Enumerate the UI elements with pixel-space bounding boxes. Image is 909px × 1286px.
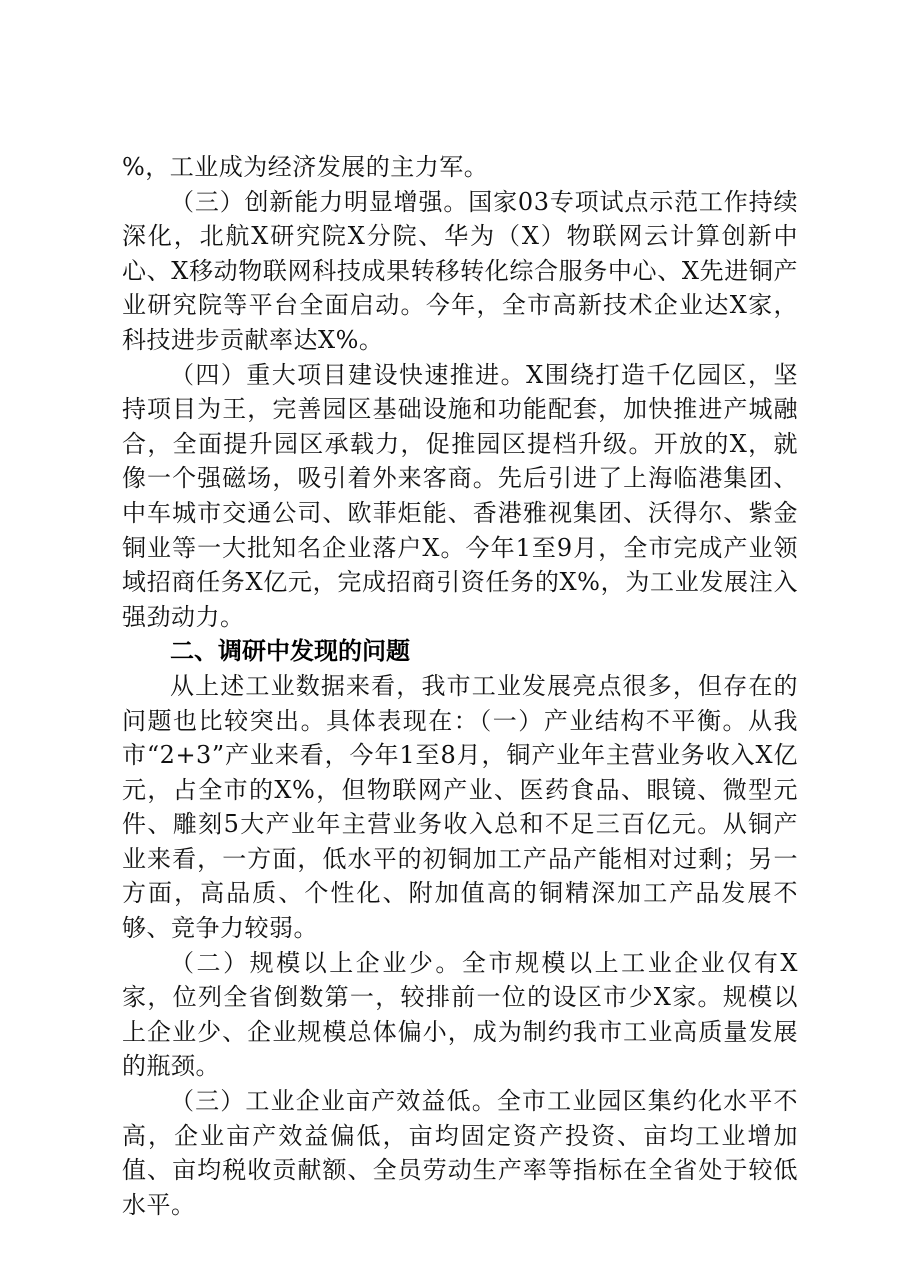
paragraph-innovation: （三）创新能力明显增强。国家03专项试点示范工作持续深化，北航X研究院X分院、华为（X）物联网云计算创新中心、X移动物联网科技成果转移转化综合服务中心、X先进铜产业研究院等平台全面启动。今年，全市高新技术企业达X家，科技进步贡献率达X%。 <box>122 187 798 354</box>
paragraph-continuation: %，工业成为经济发展的主力军。 <box>122 153 489 181</box>
paragraph-land-efficiency: （三）工业企业亩产效益低。全市工业园区集约化水平不高，企业亩产效益偏低，亩均固定资产投资、亩均工业增加值、亩均税收贡献额、全员劳动生产率等指标在全省处于较低水平。 <box>122 1087 798 1219</box>
section-heading-problems: 二、调研中发现的问题 <box>170 637 410 666</box>
document-body <box>122 150 798 1222</box>
paragraph-enterprise-scale: （二）规模以上企业少。全市规模以上工业企业仅有X家，位列全省倒数第一，较排前一位的设区市少X家。规模以上企业少、企业规模总体偏小，成为制约我市工业高质量发展的瓶颈。 <box>122 948 798 1081</box>
paragraph-industry-structure: 从上述工业数据来看，我市工业发展亮点很多，但存在的问题也比较突出。具体表现在：（一）产业结构不平衡。从我市“2+3”产业来看，今年1至8月，铜产业年主营业务收入X亿元，占全市的X%，但物联网产业、医药食品、眼镜、微型元件、雕刻5大产业年主营业务收入总和不足三百亿元。从铜产业来看，一方面，低水平的初铜加工产品产能相对过剩；另一方面，高品质、个性化、附加值高的铜精深加工产品发展不够、竞争力较弱。 <box>122 671 798 943</box>
paragraph-major-projects: （四）重大项目建设快速推进。X围绕打造千亿园区，坚持项目为王，完善园区基础设施和功能配套，加快推进产城融合，全面提升园区承载力，促推园区提档升级。开放的X，就像一个强磁场，吸引着外来客商。先后引进了上海临港集团、中车城市交通公司、欧菲炬能、香港雅视集团、沃得尔、紫金铜业等一大批知名企业落户X。今年1至9月，全市完成产业领域招商任务X亿元，完成招商引资任务的X%，为工业发展注入强劲动力。 <box>122 360 798 631</box>
